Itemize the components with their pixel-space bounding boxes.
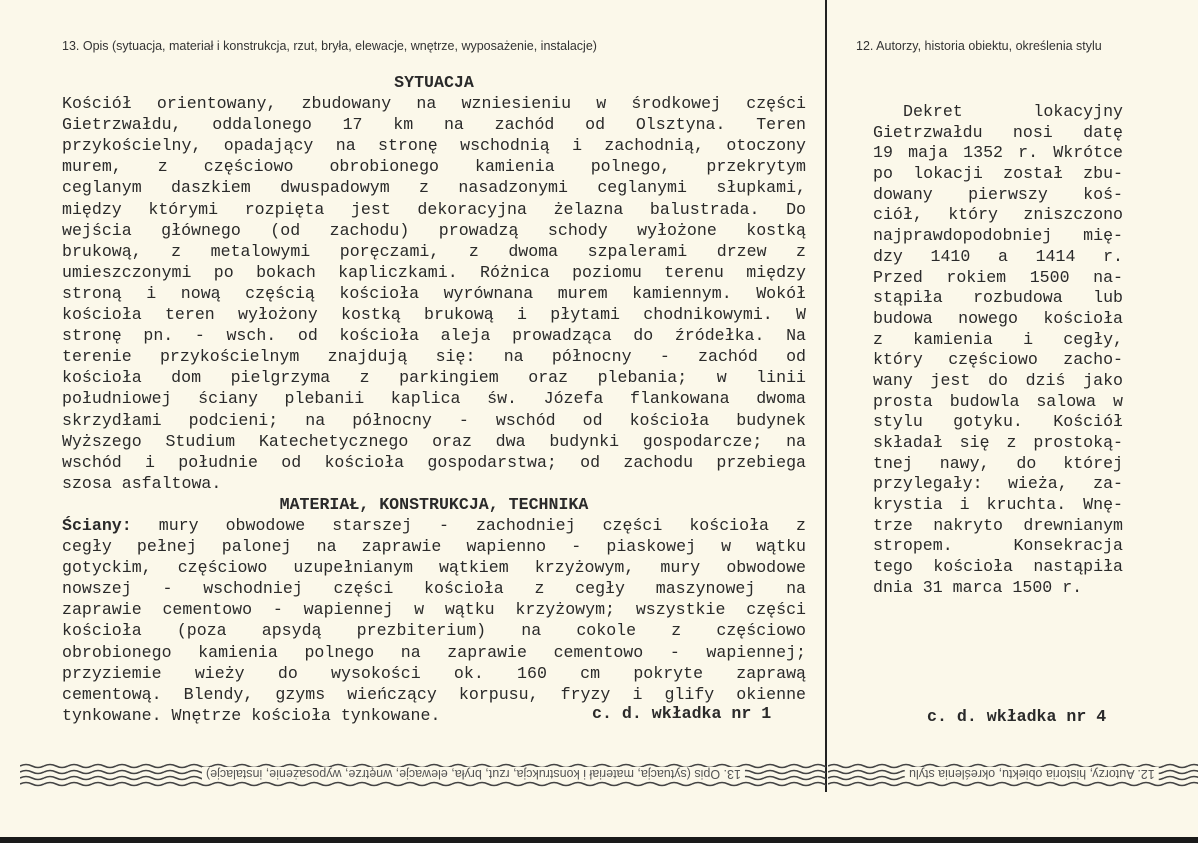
text-line: południowej ściany plebanii kaplica św. Józefa flankowana dwoma xyxy=(62,389,806,409)
text-line: dzy 1410 a 1414 r. xyxy=(873,246,1123,266)
text-line: nowszej - wschodniej części kościoła z cegły maszynowej na xyxy=(62,579,806,599)
text-line: wany jest do dziś jako xyxy=(873,370,1123,390)
text-line: zaprawie cementowo - wapiennej w wątku krzyżowym; wszystkie części xyxy=(62,600,806,620)
text-line: tego kościoła nastąpiła xyxy=(873,557,1123,577)
text-line: ciół, który zniszczono xyxy=(873,205,1123,225)
walls-label: Ściany: xyxy=(62,515,132,535)
situation-text xyxy=(62,93,806,494)
text-line: tynkowane. Wnętrze kościoła tynkowane. xyxy=(62,705,441,725)
text-line: z kamienia i cegły, xyxy=(873,329,1123,349)
text-line: dnia 31 marca 1500 r. xyxy=(873,577,1083,597)
text-line: wejścia głównego (od zachodu) prowadzą schody wyłożone kostką xyxy=(62,220,806,240)
text-line: szosa asfaltowa. xyxy=(62,473,222,493)
text-line: Gietrzwałdu, oddalonego 17 km na zachód od Olsztyna. Teren xyxy=(62,115,806,135)
text-line: przylegały: wieża, za- xyxy=(873,474,1123,494)
text-line xyxy=(62,515,806,536)
text-line: składał się z prostoką- xyxy=(873,433,1123,452)
column-divider xyxy=(825,0,827,792)
continuation-note-left: c. d. wkładka nr 1 xyxy=(592,704,772,723)
text-line: tnej nawy, do której xyxy=(873,453,1123,473)
text-line: stąpiła rozbudowa lub xyxy=(873,288,1123,308)
text-line: terenie przykościelnym znajdują się: na północny - zachód od xyxy=(62,347,806,367)
description-column xyxy=(62,72,806,726)
section-12-header: 12. Autorzy, historia obiektu, określenia stylu xyxy=(856,39,1102,53)
text-line: Gietrzwałdu nosi datę xyxy=(873,122,1123,142)
text-line: kościoła (poza apsydą prezbiterium) na cokole z częściowo xyxy=(62,621,806,641)
text-line: obrobionego kamienia polnego na zaprawie cementowo - wapiennej; xyxy=(62,642,806,662)
text-line: brukową, z metalowymi poręczami, z dwoma szpalerami drzew z xyxy=(62,241,806,261)
text-line: skrzydłami podcieni; na północny - wschód od kościoła budynek xyxy=(62,410,806,430)
text-line: stylu gotyku. Kościół xyxy=(873,412,1123,432)
bleed-through-header-13: 13. Opis (sytuacja, materiał i konstrukcja, rzut, bryła, elewacje, wnętrze, wyposażenie, instalacje) xyxy=(202,767,745,781)
text-line: trze nakryto drewnianym xyxy=(873,515,1123,535)
text-line: Przed rokiem 1500 na- xyxy=(873,267,1123,287)
text-line: cementową. Blendy, gzyms wieńczący korpusu, fryzy i glify okienne xyxy=(62,684,806,704)
text-line: najprawdopodobniej mię- xyxy=(873,226,1123,246)
bleed-through-header-12: 12. Autorzy, historia obiektu, określenia stylu xyxy=(905,767,1159,781)
material-text xyxy=(62,515,806,726)
text-line: kościoła dom pielgrzyma z parkingiem oraz plebania; w linii xyxy=(62,368,806,388)
text-line: przyziemie wieży do wysokości ok. 160 cm pokryte zaprawą xyxy=(62,663,806,683)
text-line: wschód i południe od kościoła gospodarstwa; od zachodu przebiega xyxy=(62,452,806,472)
heading-material: MATERIAŁ, KONSTRUKCJA, TECHNIKA xyxy=(279,494,589,514)
section-13-header: 13. Opis (sytuacja, materiał i konstrukcja, rzut, bryła, elewacje, wnętrze, wyposażenie, instalacje) xyxy=(62,39,597,53)
text-line: przykościelny, opadający na stronę wschodnią i zachodnią, otoczony xyxy=(62,136,806,156)
heading-situation: SYTUACJA xyxy=(394,73,474,92)
continuation-note-right: c. d. wkładka nr 4 xyxy=(927,707,1107,726)
history-column xyxy=(873,102,1123,599)
text-line: cegły pełnej palonej na zaprawie wapienno - piaskowej w wątku xyxy=(62,537,806,557)
text-line: krystia i kruchta. Wnę- xyxy=(873,495,1123,515)
scan-edge xyxy=(0,837,1198,843)
text-line: budowa nowego kościoła xyxy=(873,308,1123,328)
text-line: Kościół orientowany, zbudowany na wzniesieniu w środkowej części xyxy=(62,94,806,114)
text-line: murem, z częściowo obrobionego kamienia polnego, przekrytym xyxy=(62,157,806,177)
walls-text: mury obwodowe starszej - zachodniej części kościoła z xyxy=(131,515,806,535)
text-line: umieszczonymi po bokach kapliczkami. Różnica poziomu terenu między xyxy=(62,262,806,282)
text-line: Dekret lokacyjny xyxy=(903,102,1123,121)
text-line: gotyckim, częściowo uzupełnianym wątkiem krzyżowym, mury obwodowe xyxy=(62,558,806,578)
text-line: Wyższego Studium Katechetycznego oraz dwa budynki gospodarcze; na xyxy=(62,431,806,451)
text-line: 19 maja 1352 r. Wkrótce xyxy=(873,143,1123,163)
text-line: stropem. Konsekracja xyxy=(873,536,1123,556)
text-line: stroną i nową częścią kościoła wyrównana murem kamiennym. Wokół xyxy=(62,283,806,303)
text-line: kościoła teren wyłożony kostką brukową i płytami chodnikowymi. W xyxy=(62,305,806,325)
text-line: prosta budowla salowa w xyxy=(873,391,1123,411)
text-line: który częściowo zacho- xyxy=(873,350,1123,370)
text-line: między którymi rozpięta jest dekoracyjna żelazna balustrada. Do xyxy=(62,199,806,219)
text-line: po lokacji został zbu- xyxy=(873,164,1123,184)
text-line: stronę pn. - wsch. od kościoła aleja prowadząca do źródełka. Na xyxy=(62,326,806,346)
text-line: dowany pierwszy koś- xyxy=(873,184,1123,204)
text-line: ceglanym daszkiem dwuspadowym z nasadzonymi ceglanymi słupkami, xyxy=(62,178,806,198)
